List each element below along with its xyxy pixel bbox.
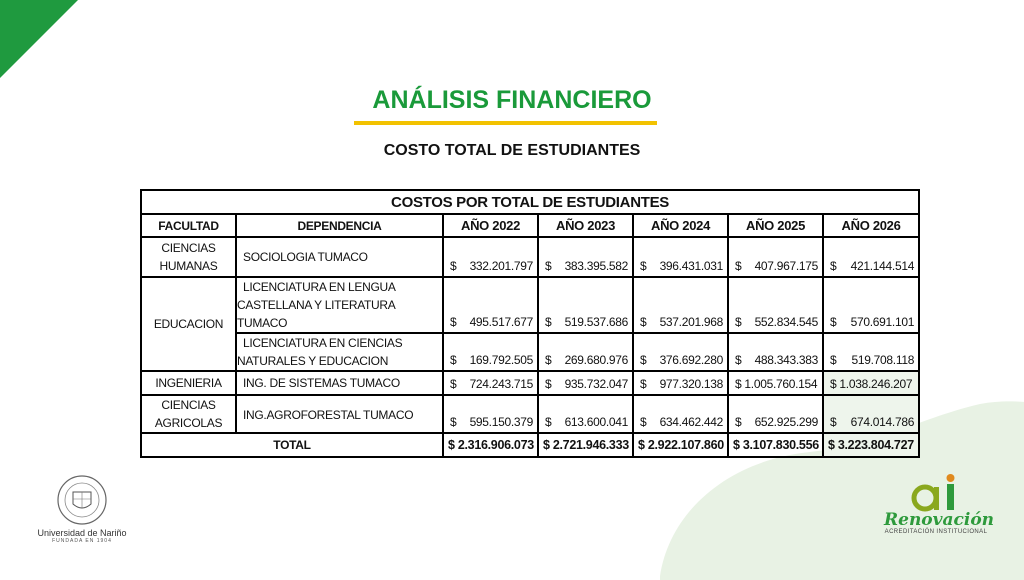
amount-cell: [443, 395, 538, 433]
amount-cell: [633, 333, 728, 371]
total-amount-value: 2.721.946.333: [552, 438, 629, 452]
table-row: [141, 333, 919, 371]
amount-value: 376.692.280: [659, 353, 723, 367]
amount-value: 552.834.545: [754, 315, 818, 329]
table-row: [141, 371, 919, 395]
amount-cell: [728, 333, 823, 371]
page-subtitle: COSTO TOTAL DE ESTUDIANTES: [383, 142, 641, 159]
total-amount-value: 3.223.804.727: [837, 438, 914, 452]
column-header: AÑO 2025: [728, 214, 823, 237]
total-row: [141, 433, 919, 457]
amount-cell: [443, 333, 538, 371]
amount-value: 652.925.299: [754, 415, 818, 429]
facultad-line: EDUCACION: [153, 317, 224, 331]
currency-symbol: $: [830, 353, 837, 367]
facultad-line: AGRICOLAS: [154, 416, 223, 430]
column-header: AÑO 2026: [823, 214, 919, 237]
facultad-line: CIENCIAS: [161, 241, 216, 255]
amount-value: 674.014.786: [850, 415, 915, 429]
amount-cell: [823, 371, 919, 395]
amount-cell: [823, 333, 919, 371]
currency-symbol: $: [450, 415, 457, 429]
amount-cell: [633, 395, 728, 433]
currency-symbol: $: [735, 259, 742, 273]
currency-symbol: $: [830, 377, 837, 391]
total-amount-cell: [823, 433, 919, 457]
table-header-row: [141, 214, 919, 237]
table-title: COSTOS POR TOTAL DE ESTUDIANTES: [141, 190, 919, 214]
currency-symbol: $: [545, 353, 552, 367]
dependencia-line: LICENCIATURA EN CIENCIAS: [243, 336, 403, 350]
dependencia-line: SOCIOLOGIA TUMACO: [243, 250, 368, 264]
table-row: [141, 395, 919, 433]
total-amount-value: 2.922.107.860: [647, 438, 724, 452]
amount-cell: [728, 371, 823, 395]
renovacion-name: Renovación: [884, 510, 995, 530]
currency-symbol: $: [640, 315, 647, 329]
currency-symbol: $: [638, 438, 645, 452]
page-title: ANÁLISIS FINANCIERO: [372, 86, 652, 114]
dependencia-cell: [236, 371, 443, 395]
total-label: TOTAL: [141, 433, 443, 457]
facultad-cell: [141, 237, 236, 277]
amount-cell: [443, 237, 538, 277]
amount-value: 935.732.047: [564, 377, 628, 391]
amount-cell: [633, 371, 728, 395]
costs-table: [140, 189, 920, 458]
currency-symbol: $: [640, 259, 647, 273]
column-header: AÑO 2023: [538, 214, 633, 237]
amount-cell: [728, 237, 823, 277]
total-amount-cell: [443, 433, 538, 457]
currency-symbol: $: [450, 353, 457, 367]
total-amount-value: 3.107.830.556: [742, 438, 819, 452]
amount-cell: [443, 371, 538, 395]
column-header: AÑO 2024: [633, 214, 728, 237]
dependencia-line: NATURALES Y EDUCACION: [237, 354, 389, 368]
column-header: DEPENDENCIA: [236, 214, 443, 237]
amount-value: 519.708.118: [851, 353, 915, 367]
amount-cell: [538, 237, 633, 277]
amount-value: 724.243.715: [469, 377, 533, 391]
amount-value: 537.201.968: [659, 315, 723, 329]
facultad-line: INGENIERIA: [155, 376, 222, 390]
facultad-cell: [141, 277, 236, 371]
dependencia-cell: [236, 395, 443, 433]
dependencia-cell: [236, 277, 443, 333]
facultad-cell: [141, 395, 236, 433]
amount-cell: [538, 277, 633, 333]
university-tagline: FUNDADA EN 1904: [52, 538, 112, 544]
amount-cell: [728, 277, 823, 333]
total-amount-cell: [633, 433, 728, 457]
currency-symbol: $: [545, 315, 552, 329]
amount-value: 1.005.760.154: [744, 377, 818, 391]
amount-value: 1.038.246.207: [839, 377, 913, 391]
table-row: [141, 277, 919, 333]
amount-value: 595.150.379: [469, 415, 533, 429]
column-header: FACULTAD: [141, 214, 236, 237]
amount-cell: [823, 277, 919, 333]
total-amount-cell: [728, 433, 823, 457]
currency-symbol: $: [735, 353, 742, 367]
currency-symbol: $: [545, 259, 552, 273]
university-logo: [36, 474, 128, 544]
currency-symbol: $: [828, 438, 835, 452]
amount-value: 332.201.797: [469, 259, 533, 273]
amount-value: 488.343.383: [754, 353, 818, 367]
currency-symbol: $: [450, 315, 457, 329]
amount-value: 269.680.976: [564, 353, 628, 367]
currency-symbol: $: [543, 438, 550, 452]
table-row: [141, 237, 919, 277]
currency-symbol: $: [830, 315, 837, 329]
amount-value: 383.395.582: [564, 259, 628, 273]
facultad-line: CIENCIAS: [161, 398, 216, 412]
amount-cell: [633, 237, 728, 277]
currency-symbol: $: [830, 259, 837, 273]
amount-value: 634.462.442: [659, 415, 723, 429]
amount-value: 977.320.138: [659, 377, 723, 391]
amount-cell: [443, 277, 538, 333]
currency-symbol: $: [640, 353, 647, 367]
currency-symbol: $: [448, 438, 455, 452]
dependencia-line: ING.AGROFORESTAL TUMACO: [243, 408, 414, 422]
amount-cell: [633, 277, 728, 333]
column-header: AÑO 2022: [443, 214, 538, 237]
ai-renovacion-logo-icon: [909, 474, 963, 512]
amount-value: 396.431.031: [659, 259, 723, 273]
amount-value: 169.792.505: [469, 353, 533, 367]
title-underline: [354, 121, 657, 125]
amount-cell: [538, 333, 633, 371]
dependencia-line: CASTELLANA Y LITERATURA TUMACO: [237, 298, 395, 330]
dependencia-line: ING. DE SISTEMAS TUMACO: [243, 376, 400, 390]
currency-symbol: $: [450, 259, 457, 273]
currency-symbol: $: [735, 315, 742, 329]
currency-symbol: $: [545, 377, 552, 391]
amount-value: 495.517.677: [469, 315, 533, 329]
university-seal-icon: [56, 474, 108, 526]
currency-symbol: $: [640, 377, 647, 391]
currency-symbol: $: [830, 415, 837, 429]
renovacion-tagline: ACREDITACIÓN INSTITUCIONAL: [884, 529, 988, 535]
amount-cell: [728, 395, 823, 433]
dependencia-line: LICENCIATURA EN LENGUA: [243, 280, 396, 294]
dependencia-cell: [236, 237, 443, 277]
renovacion-logo: [884, 474, 995, 535]
total-amount-value: 2.316.906.073: [457, 438, 534, 452]
dependencia-cell: [236, 333, 443, 371]
facultad-cell: [141, 371, 236, 395]
currency-symbol: $: [733, 438, 740, 452]
corner-triangle-decoration: [0, 0, 80, 80]
amount-value: 519.537.686: [564, 315, 628, 329]
currency-symbol: $: [545, 415, 552, 429]
amount-cell: [823, 395, 919, 433]
amount-value: 421.144.514: [850, 259, 915, 273]
amount-value: 613.600.041: [564, 415, 628, 429]
currency-symbol: $: [450, 377, 457, 391]
total-amount-cell: [538, 433, 633, 457]
amount-cell: [538, 371, 633, 395]
amount-cell: [538, 395, 633, 433]
amount-cell: [823, 237, 919, 277]
amount-value: 570.691.101: [850, 315, 915, 329]
university-name: Universidad de Nariño: [37, 528, 127, 538]
currency-symbol: $: [735, 377, 742, 391]
currency-symbol: $: [640, 415, 647, 429]
facultad-line: HUMANAS: [159, 259, 218, 273]
amount-value: 407.967.175: [754, 259, 818, 273]
currency-symbol: $: [735, 415, 742, 429]
